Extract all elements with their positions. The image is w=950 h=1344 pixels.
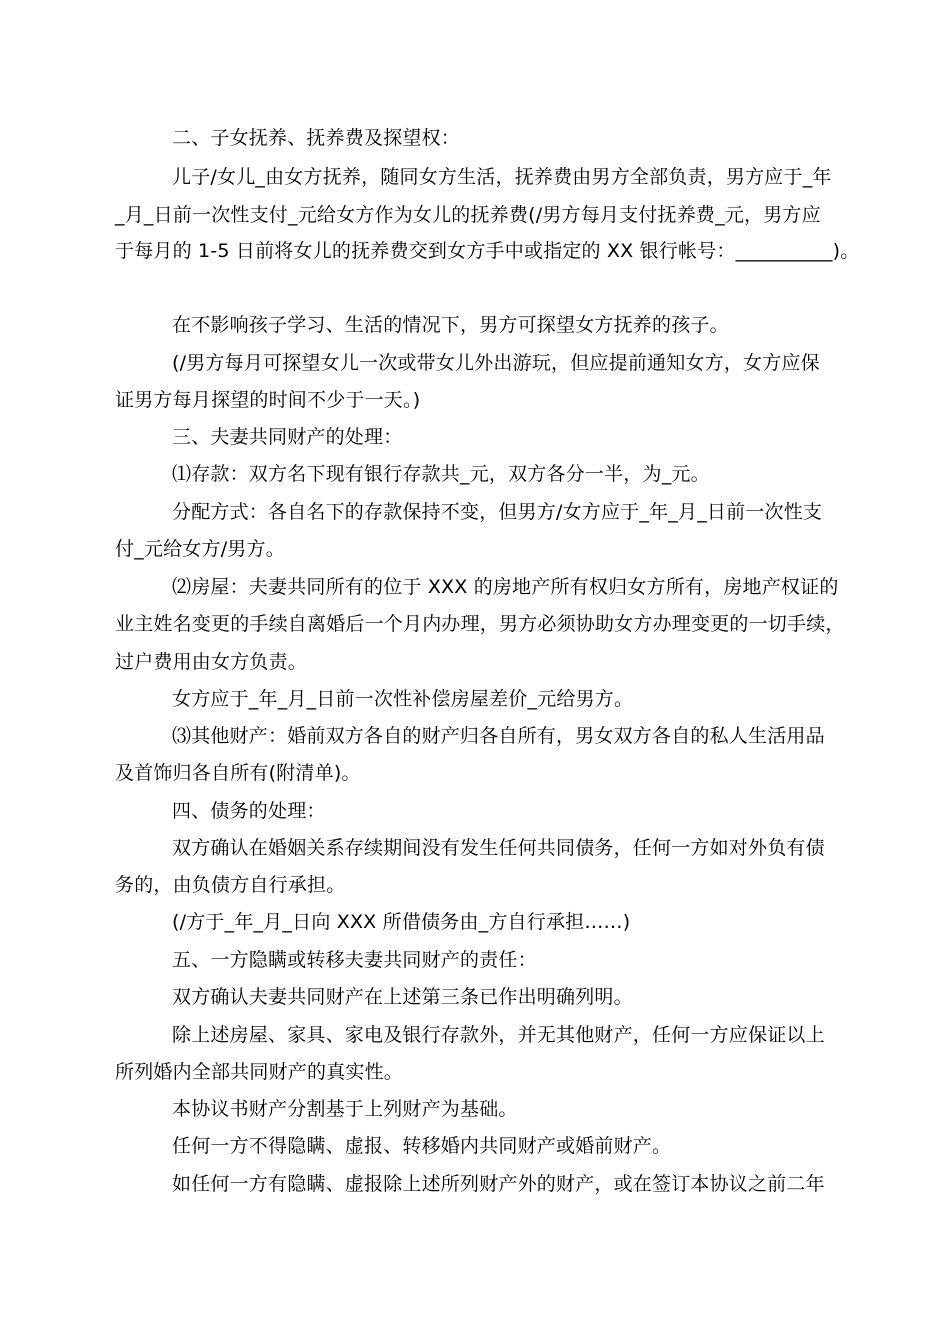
paragraph-line: ⑶其他财产：婚前双方各自的财产归各自所有，男女双方各自的私人生活用品 xyxy=(172,725,825,747)
paragraph-line: 任何一方不得隐瞒、虚报、转移婚内共同财产或婚前财产。 xyxy=(172,1135,672,1157)
paragraph-line: 如任何一方有隐瞒、虚报除上述所列财产外的财产，或在签订本协议之前二年 xyxy=(172,1173,825,1195)
paragraph-line: 所列婚内全部共同财产的真实性。 xyxy=(115,1061,404,1083)
paragraph-line: 过户费用由女方负责。 xyxy=(115,651,308,673)
paragraph-line: 及首饰归各自所有(附清单)。 xyxy=(115,762,361,784)
section-heading-debts: 四、债务的处理： xyxy=(172,800,326,822)
paragraph-line: 双方确认夫妻共同财产在上述第三条已作出明确列明。 xyxy=(172,986,633,1008)
paragraph-line: ⑵房屋：夫妻共同所有的位于 XXX 的房地产所有权归女方所有，房地产权证的 xyxy=(172,576,839,598)
paragraph-line: (/方于_年_月_日向 XXX 所借债务由_方自行承担……) xyxy=(172,911,631,933)
section-heading-concealment: 五、一方隐瞒或转移夫妻共同财产的责任： xyxy=(172,949,537,971)
paragraph-line: 双方确认在婚姻关系存续期间没有发生任何共同债务，任何一方如对外负有债 xyxy=(172,837,825,859)
paragraph-line: 证男方每月探望的时间不少于一天。) xyxy=(115,389,421,411)
paragraph-line: 除上述房屋、家具、家电及银行存款外，并无其他财产，任何一方应保证以上 xyxy=(172,1024,825,1046)
paragraph-line: 本协议书财产分割基于上列财产为基础。 xyxy=(172,1098,518,1120)
paragraph-line: 女方应于_年_月_日前一次性补偿房屋差价_元给男方。 xyxy=(172,688,634,710)
paragraph-line: _月_日前一次性支付_元给女方作为女儿的抚养费(/男方每月支付抚养费_元，男方应 xyxy=(115,204,821,226)
paragraph-line: 务的，由负债方自行承担。 xyxy=(115,874,346,896)
section-heading-property: 三、夫妻共同财产的处理： xyxy=(172,426,403,448)
paragraph-line: 儿子/女儿_由女方抚养，随同女方生活，抚养费由男方全部负责，男方应于_年 xyxy=(172,166,832,188)
paragraph-line: 分配方式：各自名下的存款保持不变，但男方/女方应于_年_月_日前一次性支 xyxy=(172,501,823,523)
paragraph-line: 业主姓名变更的手续自离婚后一个月内办理，男方必须协助女方办理变更的一切手续， xyxy=(115,613,845,635)
paragraph-line: 于每月的 1-5 日前将女儿的抚养费交到女方手中或指定的 XX 银行帐号：__________)。 xyxy=(115,240,860,262)
paragraph-line: 付_元给女方/男方。 xyxy=(115,538,285,560)
section-heading-child-custody: 二、子女抚养、抚养费及探望权： xyxy=(172,127,461,149)
paragraph-line: ⑴存款：双方名下现有银行存款共_元，双方各分一半，为_元。 xyxy=(172,463,710,485)
paragraph-line: 在不影响孩子学习、生活的情况下，男方可探望女方抚养的孩子。 xyxy=(172,314,729,336)
paragraph-line: (/男方每月可探望女儿一次或带女儿外出游玩，但应提前通知女方，女方应保 xyxy=(172,352,820,374)
